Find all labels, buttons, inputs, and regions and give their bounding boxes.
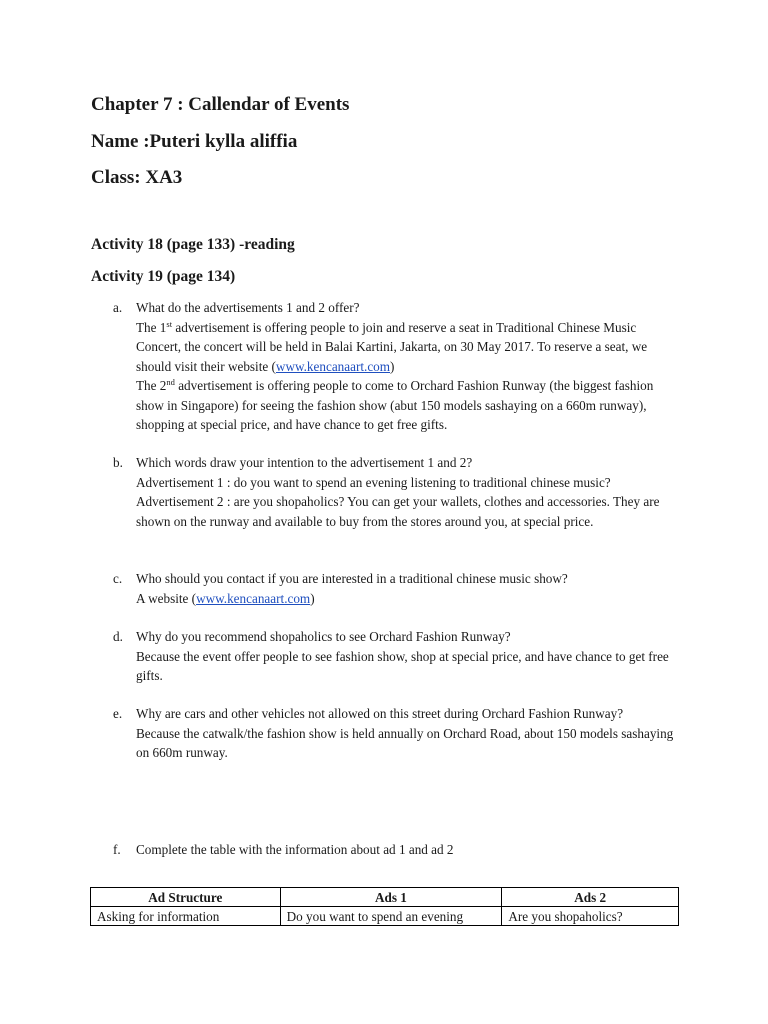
question-marker: f. — [113, 842, 121, 857]
question-marker: a. — [113, 300, 123, 315]
ad-structure-table — [90, 887, 679, 926]
question-marker: b. — [113, 455, 123, 470]
question-marker: e. — [113, 706, 123, 721]
chapter-title: Chapter 7 : Callendar of Events — [91, 94, 350, 115]
table-header-row — [91, 888, 679, 907]
activity-19-heading: Activity 19 (page 134) — [91, 268, 236, 285]
question-a — [113, 298, 683, 435]
table-row — [91, 907, 679, 926]
question-marker: d. — [113, 629, 123, 644]
question-marker: c. — [113, 571, 123, 586]
question-text: Who should you contact if you are interested in a traditional chinese music show? — [136, 571, 568, 586]
answer-text: Advertisement 1 : do you want to spend an evening listening to traditional chinese music? — [136, 474, 611, 490]
table-cell: Are you shopaholics? — [502, 907, 679, 926]
question-d — [113, 627, 683, 686]
answer-text: The 2nd advertisement is offering people to come to Orchard Fashion Runway (the biggest fashion show in Singapore) for seeing the fashion show (abut 150 models sashaying on a 660m runway), shopping at special price, and have chance to get free gifts. — [136, 377, 654, 432]
website-link[interactable]: www.kencanaart.com — [275, 358, 391, 374]
student-name: Name :Puteri kylla aliffia — [91, 131, 298, 152]
header-ad-structure: Ad Structure — [91, 888, 281, 907]
answer-text: The 1st advertisement is offering people to join and reserve a seat in Traditional Chinese Music Concert, the concert will be held in Balai Kartini, Jakarta, on 30 May 2017. To reserve a seat, we should visit their website (www.kencanaart.com) — [136, 318, 648, 374]
question-c — [113, 569, 683, 608]
header-ads-2: Ads 2 — [502, 888, 679, 907]
table-cell: Asking for information — [91, 907, 281, 926]
question-e — [113, 704, 683, 763]
question-text: Why are cars and other vehicles not allowed on this street during Orchard Fashion Runway? — [136, 706, 624, 721]
answer-text: Advertisement 2 : are you shopaholics? You can get your wallets, clothes and accessories. They are shown on the runway and available to buy from the stores around you, at special price. — [136, 494, 660, 529]
activity-18-heading: Activity 18 (page 133) -reading — [91, 236, 295, 253]
question-b — [113, 453, 683, 531]
question-text: What do the advertisements 1 and 2 offer? — [136, 300, 360, 315]
student-class: Class: XA3 — [91, 167, 183, 188]
header-ads-1: Ads 1 — [280, 888, 502, 907]
question-text: Complete the table with the information about ad 1 and ad 2 — [136, 842, 454, 857]
answer-text: Because the event offer people to see fashion show, shop at special price, and have chance to get free gifts. — [136, 648, 669, 683]
question-text: Why do you recommend shopaholics to see Orchard Fashion Runway? — [136, 629, 511, 644]
answer-text: A website (www.kencanaart.com) — [136, 590, 315, 606]
question-text: Which words draw your intention to the advertisement 1 and 2? — [136, 455, 473, 470]
table-cell: Do you want to spend an evening — [280, 907, 502, 926]
answer-text: Because the catwalk/the fashion show is held annually on Orchard Road, about 150 models sashaying on 660m runway. — [136, 725, 674, 760]
website-link[interactable]: www.kencanaart.com — [196, 590, 311, 606]
question-f — [113, 840, 683, 860]
